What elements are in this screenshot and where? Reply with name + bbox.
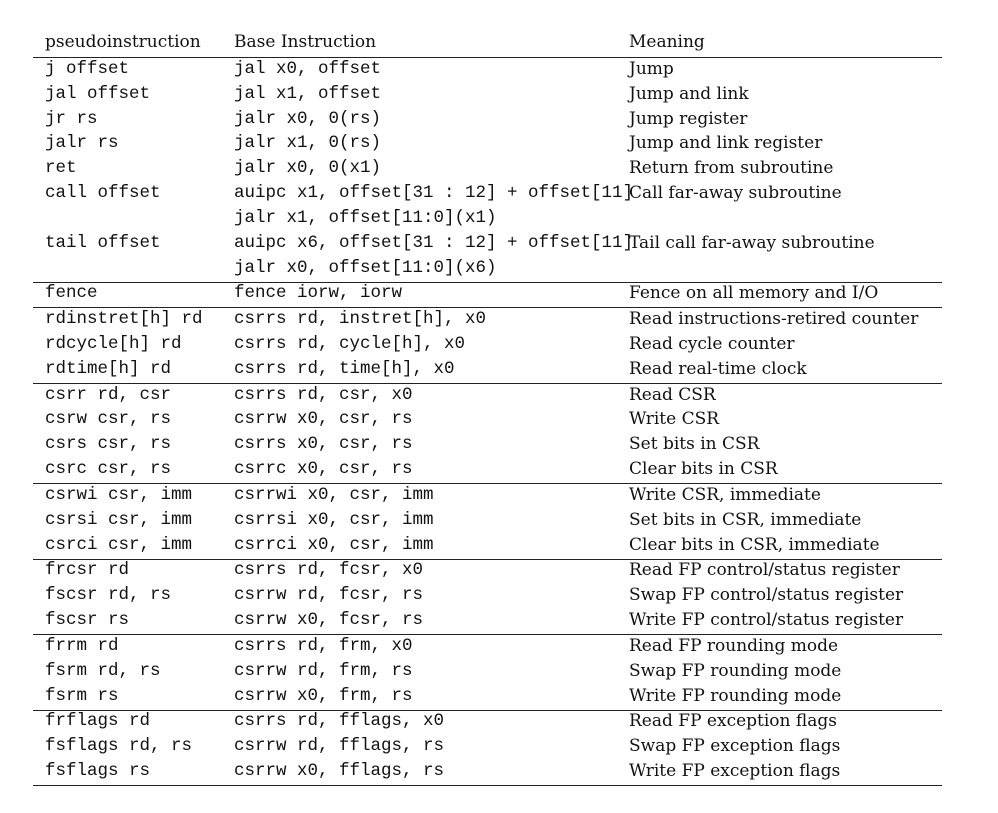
pseudoinstruction-cell: fsrm rd, rs <box>45 660 161 681</box>
pseudoinstruction-cell: fsflags rs <box>45 760 151 781</box>
base-instruction-cell: csrrc x0, csr, rs <box>234 459 413 480</box>
pseudoinstruction-cell: jalr rs <box>45 133 119 154</box>
pseudoinstruction-cell: rdinstret[h] rd <box>45 309 203 330</box>
meaning-cell: Write CSR, immediate <box>629 484 821 505</box>
meaning-cell: Fence on all memory and I/O <box>629 283 879 304</box>
meaning-cell: Write FP rounding mode <box>629 685 842 706</box>
base-instruction-cell: jalr x1, offset[11:0](x1) <box>234 207 497 228</box>
base-instruction-cell: csrrw x0, csr, rs <box>234 409 413 430</box>
pseudoinstruction-cell: csrs csr, rs <box>45 434 172 455</box>
base-instruction-cell: fence iorw, iorw <box>234 283 403 304</box>
pseudoinstruction-cell: csrw csr, rs <box>45 409 172 430</box>
base-instruction-cell: csrrci x0, csr, imm <box>234 534 434 555</box>
meaning-cell: Jump and link <box>629 83 749 104</box>
base-instruction-cell: csrrs rd, instret[h], x0 <box>234 309 487 330</box>
base-instruction-cell: csrrs rd, csr, x0 <box>234 384 413 405</box>
pseudoinstruction-cell: j offset <box>45 59 130 79</box>
base-instruction-cell: auipc x6, offset[31 : 12] + offset[11] <box>234 232 634 253</box>
pseudoinstruction-cell: fscsr rs <box>45 610 130 631</box>
meaning-cell: Return from subroutine <box>629 158 834 179</box>
pseudoinstruction-cell: jal offset <box>45 83 151 104</box>
meaning-cell: Jump register <box>629 108 748 129</box>
base-instruction-cell: jal x0, offset <box>234 59 382 79</box>
base-instruction-cell: csrrs rd, frm, x0 <box>234 635 413 656</box>
base-instruction-cell: csrrw x0, fcsr, rs <box>234 610 424 631</box>
meaning-cell: Swap FP rounding mode <box>629 660 842 681</box>
meaning-cell: Write CSR <box>629 409 720 430</box>
base-instruction-cell: csrrs rd, time[h], x0 <box>234 358 455 379</box>
pseudoinstruction-cell: fsrm rs <box>45 685 119 706</box>
meaning-cell: Jump and link register <box>629 133 823 154</box>
pseudoinstruction-cell: csrc csr, rs <box>45 459 172 480</box>
base-instruction-cell: jal x1, offset <box>234 83 382 104</box>
meaning-cell: Clear bits in CSR, immediate <box>629 534 880 555</box>
meaning-cell: Set bits in CSR <box>629 434 760 455</box>
pseudoinstruction-cell: frflags rd <box>45 711 151 732</box>
pseudoinstruction-cell: csrwi csr, imm <box>45 484 193 505</box>
base-instruction-cell: csrrs rd, cycle[h], x0 <box>234 334 466 355</box>
base-instruction-cell: csrrw rd, fcsr, rs <box>234 585 424 606</box>
meaning-cell: Read CSR <box>629 384 716 405</box>
pseudoinstruction-cell: rdtime[h] rd <box>45 358 172 379</box>
pseudoinstruction-cell: fsflags rd, rs <box>45 736 193 757</box>
meaning-cell: Write FP exception flags <box>629 760 841 781</box>
base-instruction-cell: jalr x1, 0(rs) <box>234 133 382 154</box>
pseudoinstruction-cell: call offset <box>45 183 161 204</box>
base-instruction-cell: jalr x0, 0(rs) <box>234 108 382 129</box>
base-instruction-cell: csrrw x0, fflags, rs <box>234 760 445 781</box>
base-instruction-cell: csrrw rd, frm, rs <box>234 660 413 681</box>
pseudoinstruction-cell: csrsi csr, imm <box>45 509 193 530</box>
base-instruction-cell: csrrwi x0, csr, imm <box>234 484 434 505</box>
meaning-cell: Read real-time clock <box>629 358 807 379</box>
pseudoinstruction-cell: frrm rd <box>45 635 119 656</box>
base-instruction-cell: csrrw x0, frm, rs <box>234 685 413 706</box>
meaning-cell: Tail call far-away subroutine <box>629 232 875 253</box>
meaning-cell: Read FP rounding mode <box>629 635 839 656</box>
pseudoinstruction-cell: rdcycle[h] rd <box>45 334 182 355</box>
meaning-cell: Swap FP control/status register <box>629 585 904 606</box>
header-meaning: Meaning <box>629 32 705 52</box>
meaning-cell: Clear bits in CSR <box>629 459 778 480</box>
base-instruction-cell: csrrs rd, fflags, x0 <box>234 711 445 732</box>
base-instruction-cell: auipc x1, offset[31 : 12] + offset[11] <box>234 183 634 204</box>
meaning-cell: Call far-away subroutine <box>629 183 842 204</box>
pseudoinstruction-cell: frcsr rd <box>45 560 130 581</box>
meaning-cell: Read FP control/status register <box>629 560 900 581</box>
meaning-cell: Jump <box>629 59 674 79</box>
base-instruction-cell: csrrs rd, fcsr, x0 <box>234 560 424 581</box>
base-instruction-cell: csrrs x0, csr, rs <box>234 434 413 455</box>
meaning-cell: Swap FP exception flags <box>629 736 841 757</box>
base-instruction-cell: csrrsi x0, csr, imm <box>234 509 434 530</box>
header-pseudoinstruction: pseudoinstruction <box>45 32 201 52</box>
base-instruction-cell: jalr x0, offset[11:0](x6) <box>234 257 497 278</box>
base-instruction-cell: jalr x0, 0(x1) <box>234 158 382 179</box>
meaning-cell: Read cycle counter <box>629 334 795 355</box>
base-instruction-cell: csrrw rd, fflags, rs <box>234 736 445 757</box>
meaning-cell: Write FP control/status register <box>629 610 904 631</box>
meaning-cell: Read instructions-retired counter <box>629 309 919 330</box>
pseudoinstruction-cell: jr rs <box>45 108 98 129</box>
pseudoinstruction-cell: ret <box>45 158 77 179</box>
pseudoinstruction-cell: csrr rd, csr <box>45 384 172 405</box>
pseudoinstruction-cell: csrci csr, imm <box>45 534 193 555</box>
bottom-rule <box>33 785 942 786</box>
header-base-instruction: Base Instruction <box>234 32 377 52</box>
pseudoinstruction-cell: fscsr rd, rs <box>45 585 172 606</box>
meaning-cell: Set bits in CSR, immediate <box>629 509 862 530</box>
pseudoinstruction-cell: fence <box>45 283 98 304</box>
header-rule <box>33 57 942 58</box>
pseudoinstruction-cell: tail offset <box>45 232 161 253</box>
meaning-cell: Read FP exception flags <box>629 711 837 732</box>
